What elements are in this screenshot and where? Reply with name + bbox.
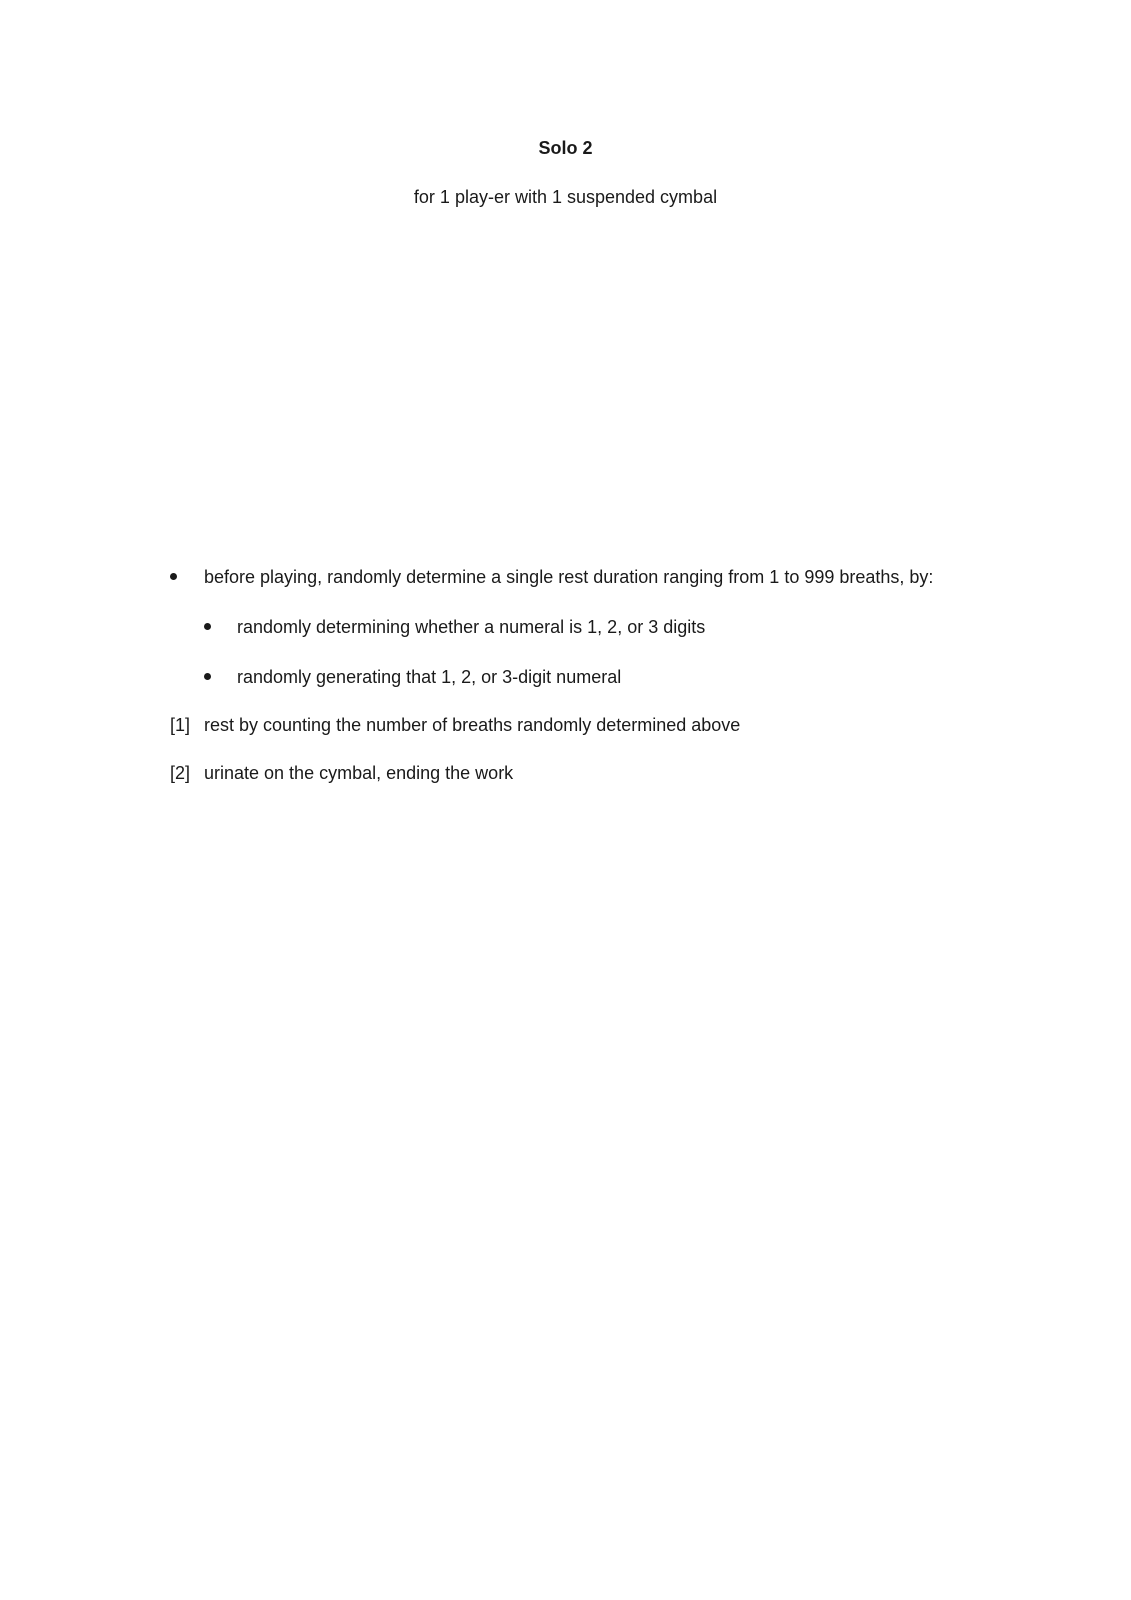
sub-bullet-icon xyxy=(204,673,211,680)
step-text-2: urinate on the cymbal, ending the work xyxy=(204,763,514,783)
main-bullet-text: before playing, randomly determine a single rest duration ranging from 1 to 999 breaths, by: xyxy=(204,567,934,587)
step-marker-1: [1] xyxy=(170,715,191,735)
sub-bullet-text-1: randomly determining whether a numeral is 1, 2, or 3 digits xyxy=(237,617,706,637)
step-text-1: rest by counting the number of breaths randomly determined above xyxy=(204,715,741,735)
page-subtitle: for 1 play-er with 1 suspended cymbal xyxy=(413,187,718,207)
sub-bullet-icon xyxy=(204,623,211,630)
step-marker-2: [2] xyxy=(170,763,191,783)
page-title: Solo 2 xyxy=(538,138,593,158)
bullet-icon xyxy=(170,573,177,580)
sub-bullet-text-2: randomly generating that 1, 2, or 3-digit numeral xyxy=(237,667,622,687)
